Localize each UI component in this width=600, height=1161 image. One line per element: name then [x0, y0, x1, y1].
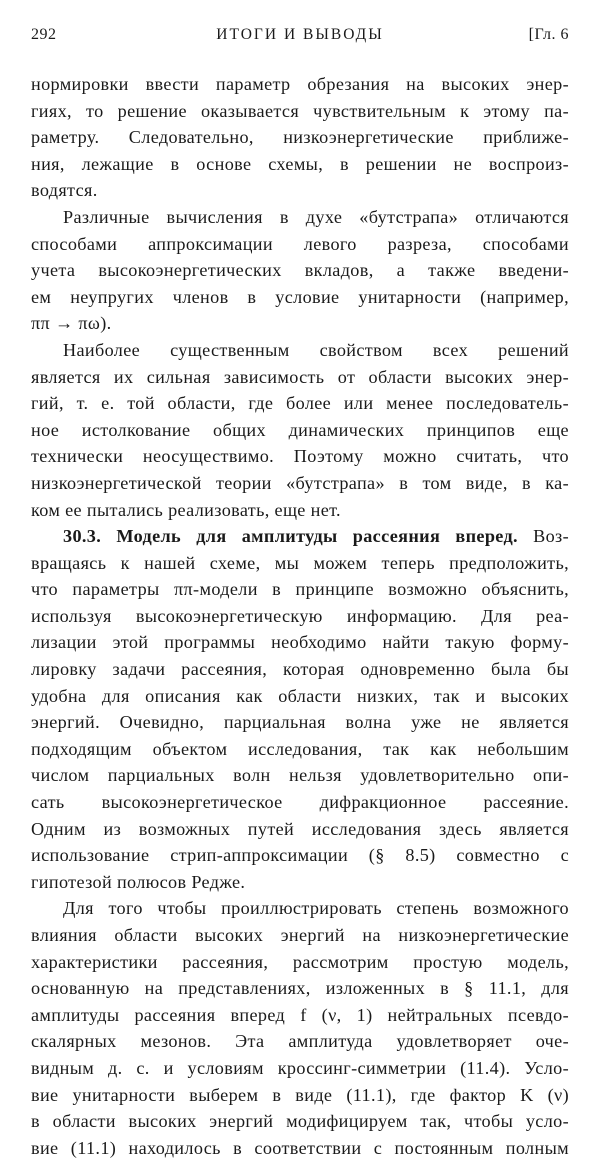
text-line: является их сильная зависимость от области высоких энер- — [31, 366, 569, 387]
text-line: Наиболее существенным свойством всех решений — [63, 339, 569, 360]
text-line: характеристики рассеяния, рассмотрим простую модель, — [31, 951, 569, 972]
paragraph — [31, 71, 569, 204]
heading-line-rest: Воз- — [517, 526, 569, 547]
text-line: гиях, то решение оказывается чувствительным к этому па- — [31, 100, 569, 121]
text-line: использование стрип-аппроксимации (§ 8.5) совместно с — [31, 845, 569, 866]
paragraph — [31, 337, 569, 523]
text-line: подходящим объектом исследования, так как небольшим — [31, 738, 569, 759]
text-line: сать высокоэнергетическое дифракционное рассеяние. — [31, 792, 569, 813]
text-line: вие унитарности выберем в виде (11.1), где фактор K (ν) — [31, 1084, 569, 1105]
text-line: нормировки ввести параметр обрезания на высоких энер- — [31, 74, 569, 94]
text-line: вращаясь к нашей схеме, мы можем теперь предположить, — [31, 552, 569, 573]
text-line: используя высокоэнергетическую информацию. Для реа- — [31, 605, 569, 626]
body-text — [31, 71, 569, 1161]
text-line: удобна для описания как области низких, так и высоких — [31, 685, 569, 706]
text-line: раметру. Следовательно, низкоэнергетические приближе- — [31, 127, 569, 148]
text-line: Для того чтобы проиллюстрировать степень возможного — [63, 898, 569, 919]
text-line: низкоэнергетической теории «бутстрапа» в том виде, в ка- — [31, 472, 569, 493]
text-line: водятся. — [31, 180, 98, 201]
text-line: основанную на представлениях, изложенных в § 11.1, для — [31, 978, 569, 999]
text-line: видным д. с. и условиям кроссинг-симметрии (11.4). Усло- — [31, 1057, 569, 1078]
text-line: вие (11.1) находилось в соответствии с постоянным полным — [31, 1137, 569, 1158]
text-line: технически неосуществимо. Поэтому можно считать, что — [31, 446, 569, 467]
page-number: 292 — [31, 26, 57, 43]
text-line: энергий. Очевидно, парциальная волна уже не является — [31, 712, 569, 733]
running-header — [31, 26, 569, 48]
paragraph — [31, 895, 569, 1161]
text-line: гипотезой полюсов Редже. — [31, 871, 246, 892]
text-line: что параметры ππ-модели в принципе возможно объяснить, — [31, 579, 569, 600]
text-line: способами аппроксимации левого разреза, способами — [31, 233, 569, 254]
running-title: ИТОГИ И ВЫВОДЫ — [216, 26, 384, 43]
paragraph — [31, 204, 569, 337]
text-line: влияния области высоких энергий на низкоэнергетические — [31, 925, 569, 945]
section-heading: 30.3. Модель для амплитуды рассеяния вперед. — [63, 526, 518, 547]
text-line: амплитуды рассеяния вперед f (ν, 1) нейтральных псевдо- — [31, 1004, 569, 1025]
text-line: ем неупругих членов в условие унитарности (например, — [31, 286, 569, 307]
text-line: учета высокоэнергетических вкладов, а также введени- — [31, 260, 569, 281]
section-30-3 — [31, 523, 569, 895]
text-line — [31, 523, 569, 550]
text-line: ππ → πω). — [31, 313, 112, 334]
text-line: в области высоких энергий модифицируем так, чтобы усло- — [31, 1111, 569, 1132]
text-line: скалярных мезонов. Эта амплитуда удовлетворяет оче- — [31, 1031, 569, 1052]
text-line: лировку задачи рассеяния, которая одновременно была бы — [31, 659, 569, 680]
text-line: ния, лежащие в основе схемы, в решении не воспроиз- — [31, 153, 569, 174]
text-line: гий, т. е. той области, где более или менее последователь- — [31, 393, 569, 414]
text-line: ком ее пытались реализовать, еще нет. — [31, 499, 341, 520]
text-line: числом парциальных волн нельзя удовлетворительно опи- — [31, 765, 569, 786]
chapter-reference: [Гл. 6 — [528, 26, 569, 43]
text-line: Различные вычисления в духе «бутстрапа» отличаются — [63, 206, 569, 227]
text-line: лизации этой программы необходимо найти такую форму- — [31, 632, 569, 653]
text-line: ное истолкование общих динамических принципов еще — [31, 419, 569, 440]
text-line: Одним из возможных путей исследования здесь является — [31, 818, 569, 839]
